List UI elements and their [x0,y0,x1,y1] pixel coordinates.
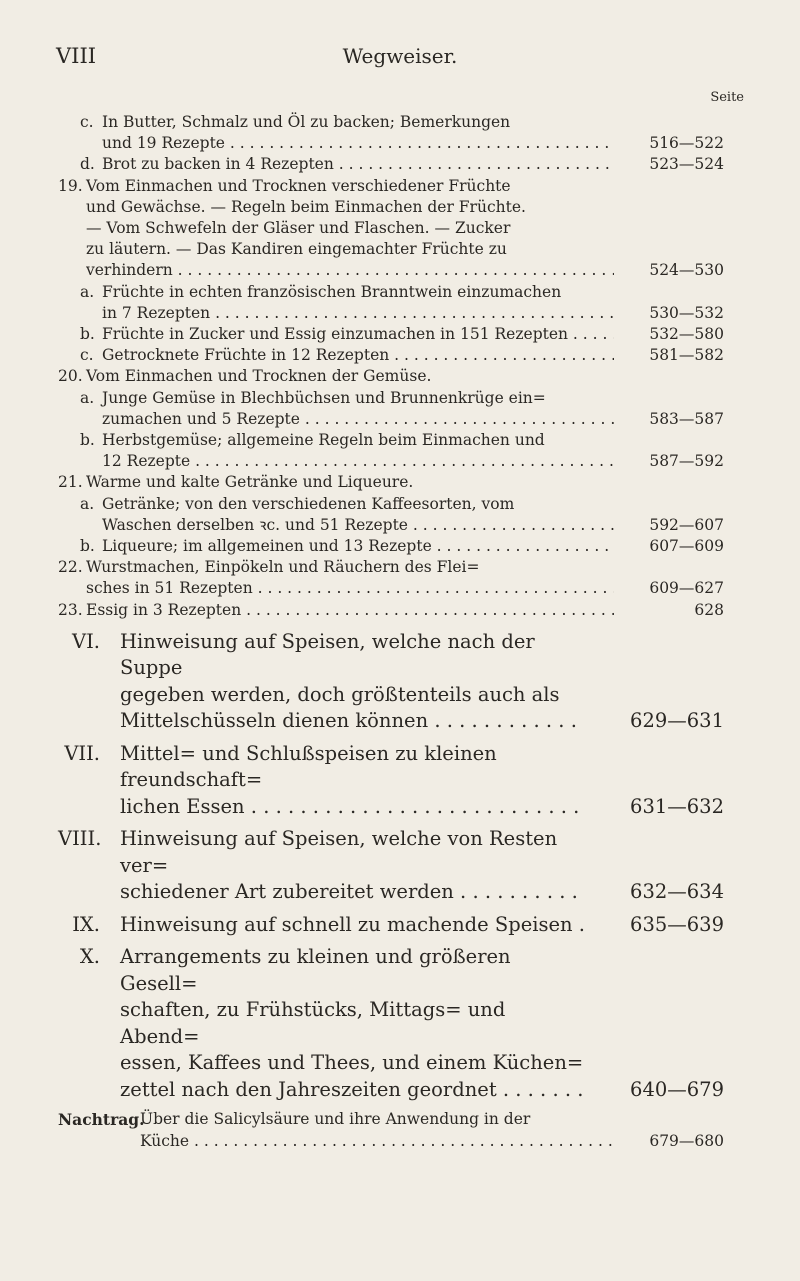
toc-section-pages: 635—639 [624,912,724,939]
toc-nachtrag [58,1109,724,1151]
toc-section-number: VI. [72,629,100,653]
toc-entry-text [58,112,724,154]
toc-entry-line: und Gewächse. — Regeln beim Einmachen der Früchte. [86,197,526,216]
toc-section-number: VII. [64,741,100,765]
toc-entry-line: Früchte in echten französischen Branntwein einzumachen [102,282,562,301]
toc-entry-line: Liqueure; im allgemeinen und 13 Rezepte . . . [102,536,614,557]
toc-section-number: VIII. [58,827,102,851]
toc-entry [58,472,724,493]
toc-entry-text [58,366,724,387]
toc-section-line: Arrangements zu kleinen und größeren Gesell= [120,945,511,995]
toc-entry-text [58,282,724,324]
table-of-contents [58,112,724,1152]
toc-entry-text [58,388,724,430]
toc-entry-line: 12 Rezepte . . . [102,451,614,472]
toc-entry-pages: 516—522 [643,133,724,154]
toc-entry-pages: 609—627 [643,578,724,599]
toc-entry-line: Wurstmachen, Einpökeln und Räuchern des Flei= [86,558,480,577]
toc-entry-number: a. [80,282,95,301]
toc-entry-line: Warme und kalte Getränke und Liqueure. [86,473,414,492]
toc-entry-number: c. [80,113,94,131]
toc-entry-line: Essig in 3 Rezepten . . . [86,600,614,621]
toc-entry-line: Früchte in Zucker und Essig einzumachen in 151 Rezepten . . . [102,324,614,345]
toc-section-line: lichen Essen . . . [120,794,584,821]
toc-entry-line: Vom Einmachen und Trocknen der Gemüse. [86,367,432,386]
toc-entry-line: Getränke; von den verschiedenen Kaffeesorten, vom [102,494,515,513]
toc-section [58,944,724,1103]
toc-entry [58,345,724,366]
toc-entry-line: Junge Gemüse in Blechbüchsen und Brunnenkrüge ein= [102,388,546,407]
toc-entry-pages: 524—530 [643,260,724,281]
toc-section-line: Mittelschüsseln dienen können . . . [120,708,584,735]
toc-section-pages: 629—631 [624,708,724,735]
toc-section-pages: 631—632 [624,794,724,821]
toc-entry [58,494,724,536]
toc-section-line: essen, Kaffees und Thees, und einem Küchen= [120,1051,584,1075]
running-title: Wegweiser. [342,44,458,68]
toc-entry-pages: 587—592 [643,451,724,472]
toc-entry-line: Waschen derselben ꝛc. und 51 Rezepte . . . [102,515,614,536]
toc-entry-line: Brot zu backen in 4 Rezepten . . . [102,154,614,175]
toc-entry-pages: 607—609 [643,536,724,557]
toc-entry-line: sches in 51 Rezepten . . . [86,578,614,599]
toc-entry [58,324,724,345]
toc-entry-text [58,430,724,472]
toc-section-pages: 640—679 [624,1077,724,1104]
toc-entry-text [58,176,724,282]
toc-entry-text [58,536,724,557]
toc-entry-pages: 583—587 [643,409,724,430]
toc-section-pages: 632—634 [624,879,724,906]
toc-entry [58,154,724,175]
toc-entry-line: — Vom Schwefeln der Gläser und Flaschen. — Zucker [86,219,511,238]
toc-section-line: zettel nach den Jahreszeiten geordnet . . . [120,1077,584,1104]
toc-nachtrag-line: Über die Salicylsäure und ihre Anwendung in der [140,1110,531,1129]
toc-entry-number: b. [80,325,95,344]
toc-entry-number: b. [80,431,95,450]
toc-section-line: Hinweisung auf schnell zu machende Speisen . . . [120,912,584,939]
toc-entry-number: c. [80,346,94,365]
toc-entry-line: verhindern . . . [86,260,614,281]
toc-section-number: IX. [72,912,100,936]
toc-entry-pages: 523—524 [643,154,724,175]
toc-entry-pages: 628 [688,600,724,621]
toc-entry-text [58,600,724,621]
toc-entry-text [58,324,724,345]
toc-entry-line: zu läutern. — Das Kandiren eingemachter Früchte zu [86,240,507,259]
toc-entry-number: 21. [58,473,83,492]
toc-section [58,826,724,906]
toc-section [58,629,724,735]
toc-entry [58,366,724,387]
toc-section-line: Hinweisung auf Speisen, welche nach der Suppe [120,629,535,680]
toc-nachtrag-pages: 679—680 [643,1131,724,1152]
running-head [56,44,744,70]
toc-nachtrag-text [58,1109,724,1151]
toc-entry-number: 23. [58,600,83,619]
page-column-label: Seite [710,90,744,105]
toc-entry [58,388,724,430]
toc-entry-text [58,557,724,599]
toc-entry-line: zumachen und 5 Rezepte . . . [102,409,614,430]
toc-entry-number: 19. [58,176,83,195]
toc-entry-line: Getrocknete Früchte in 12 Rezepten . . . [102,345,614,366]
toc-section-line: Mittel= und Schlußspeisen zu kleinen freundschaft= [120,741,497,792]
toc-entry [58,536,724,557]
toc-section-line: schiedener Art zubereitet werden . . . [120,879,584,906]
toc-entry-pages: 581—582 [643,345,724,366]
toc-entry-number: b. [80,537,95,556]
toc-entry-text [58,154,724,175]
toc-entry-text [58,494,724,536]
toc-entry-number: a. [80,494,95,513]
toc-entry-line: in 7 Rezepten . . . [102,303,614,324]
toc-nachtrag-line: Küche . . . [140,1131,614,1152]
page-folio: VIII [56,44,97,68]
toc-entry [58,430,724,472]
toc-entry [58,557,724,599]
toc-entry [58,600,724,621]
toc-nachtrag-number: Nachtrag. [58,1110,145,1130]
toc-entry-line: und 19 Rezepte . . . [102,133,614,154]
toc-entry [58,176,724,282]
toc-entry-pages: 592—607 [643,515,724,536]
toc-entry-line: Vom Einmachen und Trocknen verschiedener Früchte [86,176,511,195]
toc-entry-text [58,472,724,493]
toc-section-number: X. [79,945,100,969]
toc-entry-pages: 532—580 [643,324,724,345]
toc-section [58,741,724,821]
toc-section-line: Hinweisung auf Speisen, welche von Resten ver= [120,827,558,877]
toc-entry-line: Herbstgemüse; allgemeine Regeln beim Einmachen und [102,431,545,450]
toc-entry-pages: 530—532 [643,303,724,324]
toc-section [58,912,724,939]
section-spacer [58,621,724,629]
toc-entry [58,282,724,324]
toc-section-line: schaften, zu Frühstücks, Mittags= und Abend= [120,998,506,1048]
toc-section-line: gegeben werden, doch größtenteils auch als [120,682,560,706]
toc-entry-text [58,345,724,366]
toc-entry-number: d. [80,155,95,174]
toc-entry-number: a. [80,388,95,407]
toc-entry-line: In Butter, Schmalz und Öl zu backen; Bemerkungen [102,113,511,131]
toc-entry-number: 22. [58,558,83,577]
toc-entry-number: 20. [58,367,83,386]
toc-entry [58,112,724,154]
